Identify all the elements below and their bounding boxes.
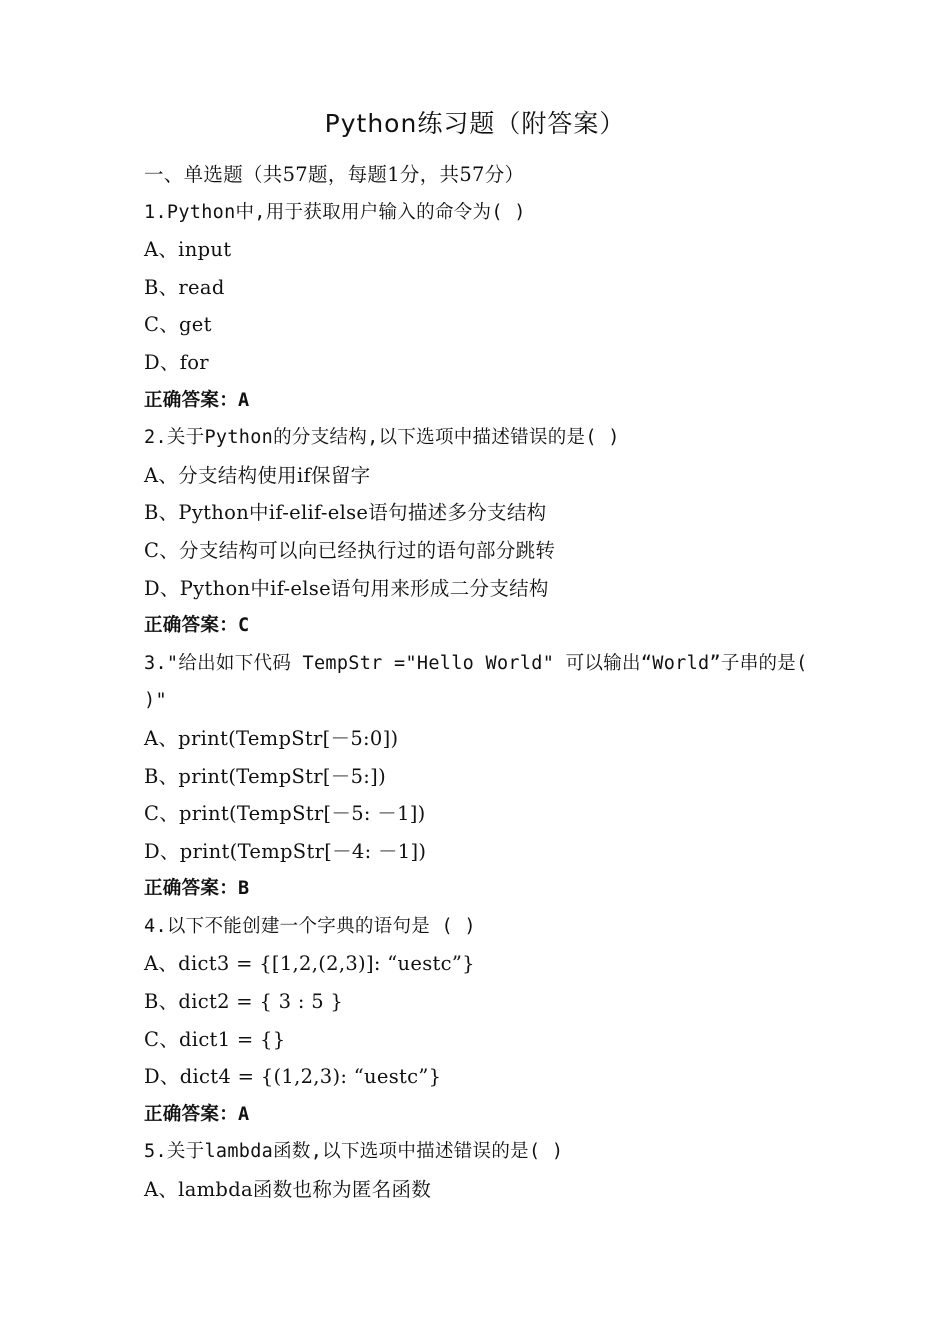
question-stem: 2.关于Python的分支结构,以下选项中描述错误的是( ) bbox=[144, 427, 620, 449]
document-body bbox=[144, 156, 814, 1209]
question-block bbox=[144, 1133, 814, 1208]
question-stem: 5.关于lambda函数,以下选项中描述错误的是( ) bbox=[144, 1141, 564, 1163]
option-b: B、read bbox=[144, 275, 225, 299]
option-a: A、input bbox=[144, 238, 232, 262]
option-c: C、print(TempStr[－5: －1]) bbox=[144, 802, 426, 826]
option-d: D、Python中if-else语句用来形成二分支结构 bbox=[144, 576, 549, 600]
section-heading: 一、单选题（共57题，每题1分，共57分） bbox=[144, 163, 525, 186]
document-title: Python练习题（附答案） bbox=[324, 109, 626, 138]
question-block bbox=[144, 908, 814, 1134]
option-b: B、dict2 = { 3 : 5 } bbox=[144, 990, 344, 1014]
option-a: A、分支结构使用if保留字 bbox=[144, 463, 371, 487]
option-a: A、lambda函数也称为匿名函数 bbox=[144, 1178, 432, 1202]
correct-answer: 正确答案：B bbox=[144, 878, 250, 900]
option-a: A、dict3 = {[1,2,(2,3)]: “uestc”} bbox=[144, 952, 475, 976]
question-block bbox=[144, 419, 814, 645]
option-d: D、for bbox=[144, 350, 209, 374]
correct-answer: 正确答案：A bbox=[144, 389, 250, 411]
option-a: A、print(TempStr[－5:0]) bbox=[144, 726, 399, 750]
correct-answer: 正确答案：C bbox=[144, 615, 250, 637]
correct-answer: 正确答案：A bbox=[144, 1103, 250, 1125]
option-d: D、dict4 = {(1,2,3): “uestc”} bbox=[144, 1065, 442, 1089]
option-d: D、print(TempStr[－4: －1]) bbox=[144, 839, 427, 863]
option-c: C、分支结构可以向已经执行过的语句部分跳转 bbox=[144, 538, 556, 562]
option-c: C、dict1 = {} bbox=[144, 1027, 286, 1051]
question-stem: 3."给出如下代码 TempStr ="Hello World" 可以输出“World”子串的是( )" bbox=[144, 652, 808, 712]
question-block bbox=[144, 194, 814, 420]
question-stem: 4.以下不能创建一个字典的语句是 ( ) bbox=[144, 915, 476, 937]
option-b: B、Python中if-elif-else语句描述多分支结构 bbox=[144, 501, 547, 525]
question-block bbox=[144, 645, 814, 908]
option-c: C、get bbox=[144, 313, 212, 337]
option-b: B、print(TempStr[－5:]) bbox=[144, 764, 386, 788]
question-stem: 1.Python中,用于获取用户输入的命令为( ) bbox=[144, 201, 526, 223]
